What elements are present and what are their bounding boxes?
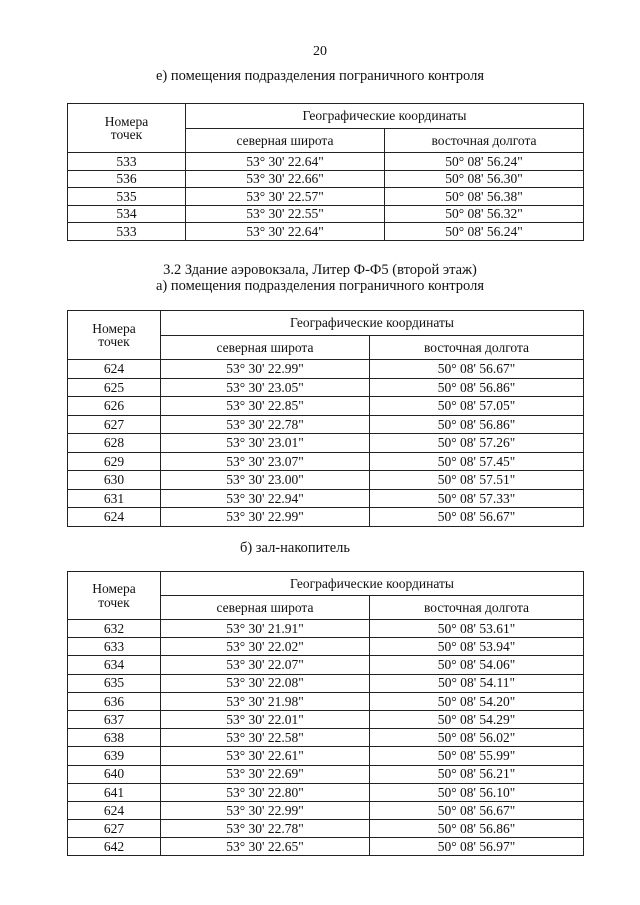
point-number-cell: 634 [68,656,161,674]
longitude-cell: 50° 08' 54.11" [370,674,584,692]
latitude-cell: 53° 30' 22.61" [161,747,370,765]
latitude-header: северная широта [161,596,370,620]
page-number: 20 [313,44,327,59]
point-number-header [68,311,161,360]
latitude-cell: 53° 30' 22.78" [161,820,370,838]
point-number-cell: 640 [68,765,161,783]
longitude-cell: 50° 08' 56.10" [370,783,584,801]
point-number-cell: 533 [68,153,186,171]
point-number-cell: 639 [68,747,161,765]
table-row [68,508,584,527]
coordinates-table-b [67,571,584,856]
longitude-cell: 50° 08' 56.86" [370,820,584,838]
latitude-cell: 53° 30' 22.64" [186,153,385,171]
longitude-cell: 50° 08' 56.86" [370,378,584,397]
longitude-cell: 50° 08' 57.26" [370,434,584,453]
latitude-cell: 53° 30' 22.85" [161,397,370,416]
longitude-cell: 50° 08' 57.33" [370,489,584,508]
longitude-cell: 50° 08' 55.99" [370,747,584,765]
latitude-cell: 53° 30' 22.99" [161,360,370,379]
table-row [68,656,584,674]
table-row [68,820,584,838]
coordinates-table-e [67,103,584,241]
point-number-cell: 624 [68,801,161,819]
table-row [68,188,584,206]
table-row [68,452,584,471]
table-row [68,415,584,434]
latitude-cell: 53° 30' 22.69" [161,765,370,783]
point-number-cell: 625 [68,378,161,397]
longitude-cell: 50° 08' 56.97" [370,838,584,856]
latitude-header: северная широта [186,128,385,153]
table-row [68,638,584,656]
latitude-header: северная широта [161,335,370,360]
longitude-cell: 50° 08' 54.20" [370,692,584,710]
table-row [68,170,584,188]
table-row [68,153,584,171]
latitude-cell: 53° 30' 23.07" [161,452,370,471]
table-row [68,783,584,801]
table-row [68,397,584,416]
point-number-cell: 628 [68,434,161,453]
table-row [68,729,584,747]
latitude-cell: 53° 30' 21.91" [161,620,370,638]
latitude-cell: 53° 30' 22.55" [186,205,385,223]
point-number-header-line: Номера [104,113,149,129]
point-number-cell: 627 [68,820,161,838]
longitude-cell: 50° 08' 57.05" [370,397,584,416]
longitude-cell: 50° 08' 56.21" [370,765,584,783]
point-number-header-line: точек [98,334,130,349]
longitude-cell: 50° 08' 57.51" [370,471,584,490]
latitude-cell: 53° 30' 23.00" [161,471,370,490]
latitude-cell: 53° 30' 22.01" [161,710,370,728]
header-row [68,572,584,596]
longitude-cell: 50° 08' 53.94" [370,638,584,656]
latitude-cell: 53° 30' 22.57" [186,188,385,206]
longitude-cell: 50° 08' 53.61" [370,620,584,638]
table-row [68,434,584,453]
table-row [68,471,584,490]
coordinates-group-header: Географические координаты [186,104,584,129]
table-row [68,489,584,508]
table-row [68,710,584,728]
latitude-cell: 53° 30' 22.64" [186,223,385,241]
point-number-cell: 638 [68,729,161,747]
point-number-cell: 630 [68,471,161,490]
longitude-cell: 50° 08' 56.02" [370,729,584,747]
latitude-cell: 53° 30' 22.58" [161,729,370,747]
longitude-cell: 50° 08' 56.30" [385,170,584,188]
point-number-header-line: Номера [92,581,136,596]
table-row [68,801,584,819]
section-b-caption: б) зал-накопитель [239,540,351,556]
point-number-cell: 642 [68,838,161,856]
point-number-cell: 637 [68,710,161,728]
point-number-header-line: точек [98,594,130,610]
point-number-cell: 627 [68,415,161,434]
point-number-header-line: точек [110,127,143,142]
coordinates-group-header: Географические координаты [161,311,584,336]
longitude-cell: 50° 08' 54.06" [370,656,584,674]
latitude-cell: 53° 30' 22.07" [161,656,370,674]
latitude-cell: 53° 30' 23.05" [161,378,370,397]
table-row [68,360,584,379]
longitude-cell: 50° 08' 56.24" [385,153,584,171]
latitude-cell: 53° 30' 22.99" [161,801,370,819]
longitude-cell: 50° 08' 56.67" [370,801,584,819]
point-number-cell: 641 [68,783,161,801]
latitude-cell: 53° 30' 22.94" [161,489,370,508]
point-number-header [68,572,161,620]
latitude-cell: 53° 30' 21.98" [161,692,370,710]
longitude-cell: 50° 08' 56.38" [385,188,584,206]
point-number-cell: 534 [68,205,186,223]
longitude-header: восточная долгота [370,596,584,620]
point-number-cell: 631 [68,489,161,508]
header-row [68,311,584,336]
table-row [68,378,584,397]
point-number-cell: 636 [68,692,161,710]
table-row [68,674,584,692]
longitude-cell: 50° 08' 56.32" [385,205,584,223]
section-3-2-caption: а) помещения подразделения пограничного контроля [155,278,485,294]
table-row [68,205,584,223]
longitude-cell: 50° 08' 56.67" [370,508,584,527]
section-3-2-heading: 3.2 Здание аэровокзала, Литер Ф-Ф5 (второй этаж) [163,262,477,278]
point-number-cell: 535 [68,188,186,206]
table-row [68,692,584,710]
latitude-cell: 53° 30' 22.02" [161,638,370,656]
latitude-cell: 53° 30' 23.01" [161,434,370,453]
section-e-caption: е) помещения подразделения пограничного контроля [155,68,485,84]
table-row [68,747,584,765]
table-row [68,838,584,856]
latitude-cell: 53° 30' 22.80" [161,783,370,801]
point-number-cell: 635 [68,674,161,692]
longitude-cell: 50° 08' 56.67" [370,360,584,379]
longitude-cell: 50° 08' 56.86" [370,415,584,434]
longitude-header: восточная долгота [370,335,584,360]
point-number-cell: 624 [68,508,161,527]
longitude-cell: 50° 08' 56.24" [385,223,584,241]
point-number-cell: 629 [68,452,161,471]
latitude-cell: 53° 30' 22.78" [161,415,370,434]
point-number-header [68,104,186,153]
longitude-cell: 50° 08' 54.29" [370,710,584,728]
table-row [68,765,584,783]
latitude-cell: 53° 30' 22.65" [161,838,370,856]
point-number-cell: 626 [68,397,161,416]
point-number-cell: 633 [68,638,161,656]
point-number-cell: 624 [68,360,161,379]
coordinates-table-a [67,310,584,527]
latitude-cell: 53° 30' 22.66" [186,170,385,188]
latitude-cell: 53° 30' 22.08" [161,674,370,692]
longitude-header: восточная долгота [385,128,584,153]
point-number-cell: 632 [68,620,161,638]
table-row [68,620,584,638]
header-row [68,104,584,129]
coordinates-group-header: Географические координаты [161,572,584,596]
table-row [68,223,584,241]
point-number-header-line: Номера [92,320,136,336]
point-number-cell: 536 [68,170,186,188]
point-number-cell: 533 [68,223,186,241]
longitude-cell: 50° 08' 57.45" [370,452,584,471]
latitude-cell: 53° 30' 22.99" [161,508,370,527]
